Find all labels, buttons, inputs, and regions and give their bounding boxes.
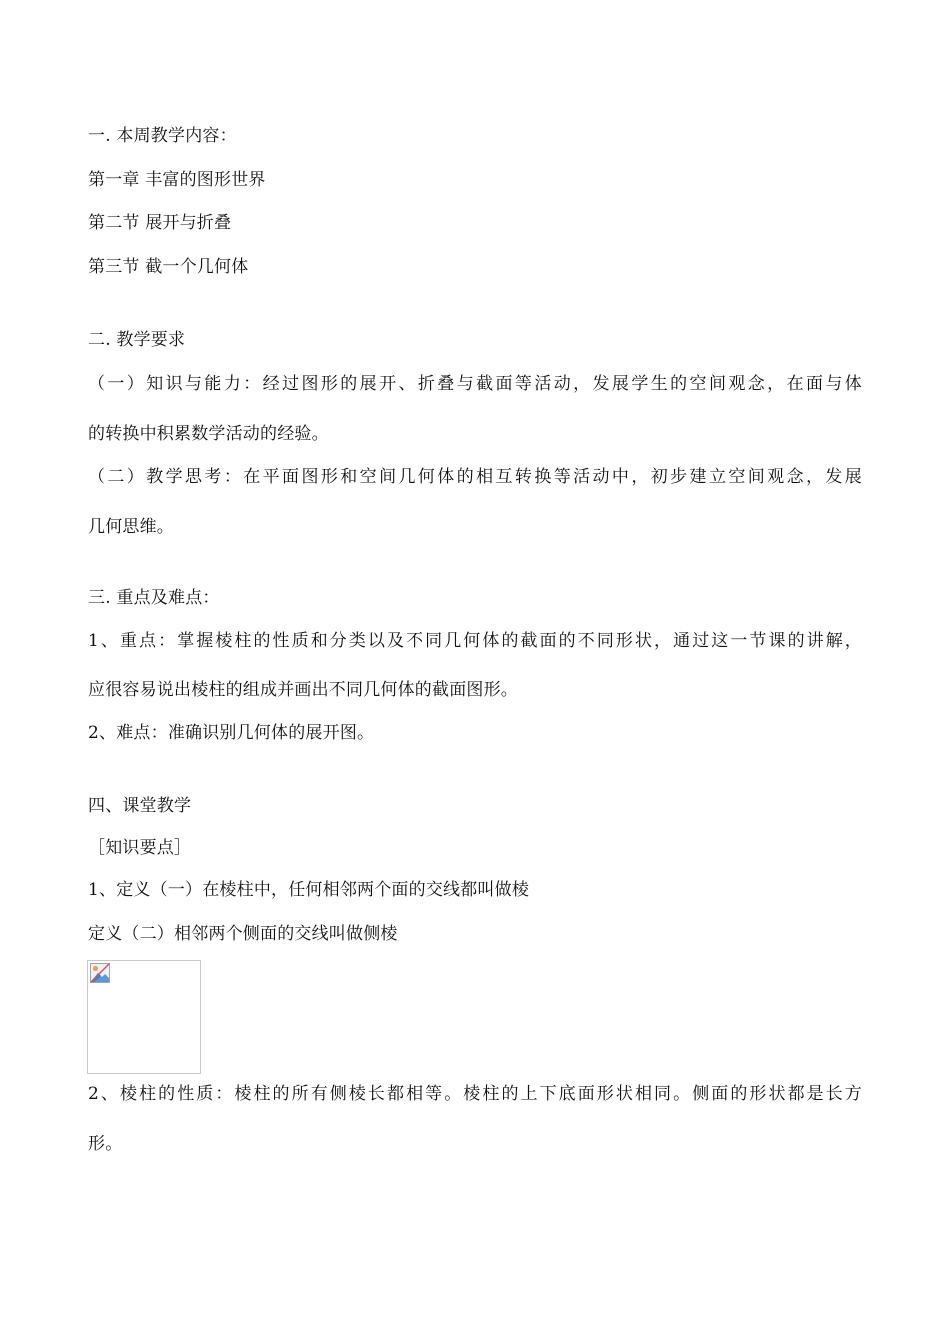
prism-property-line-2: 形。 (88, 1134, 123, 1154)
section-3-heading: 三. 重点及难点： (88, 588, 220, 608)
broken-image-placeholder (87, 960, 201, 1074)
teaching-thinking-line-2: 几何思维。 (88, 517, 174, 537)
definition-1: 1、定义（一）在棱柱中，任何相邻两个面的交线都叫做棱 (88, 880, 530, 900)
key-point-line-1: 1、重点：掌握棱柱的性质和分类以及不同几何体的截面的不同形状，通过这一节课的讲解， (88, 631, 862, 651)
content-item-section-2: 第二节 展开与折叠 (88, 213, 232, 233)
prism-property-line-1: 2、棱柱的性质：棱柱的所有侧棱长都相等。棱柱的上下底面形状相同。侧面的形状都是长方 (88, 1084, 862, 1104)
content-item-section-3: 第三节 截一个几何体 (88, 257, 249, 277)
knowledge-points-subheading: ［知识要点］ (88, 838, 192, 858)
knowledge-ability-line-2: 的转换中积累数学活动的经验。 (88, 424, 329, 444)
section-2-heading: 二. 教学要求 (88, 330, 186, 350)
content-item-chapter-1: 第一章 丰富的图形世界 (88, 170, 266, 190)
difficult-point: 2、难点：准确识别几何体的展开图。 (88, 723, 375, 743)
section-4-heading: 四、课堂教学 (88, 796, 192, 816)
teaching-thinking-line-1: （二）教学思考：在平面图形和空间几何体的相互转换等活动中，初步建立空间观念，发展 (88, 467, 862, 487)
knowledge-ability-line-1: （一）知识与能力：经过图形的展开、折叠与截面等活动，发展学生的空间观念，在面与体 (88, 374, 862, 394)
definition-2: 定义（二）相邻两个侧面的交线叫做侧棱 (88, 924, 398, 944)
section-1-heading: 一. 本周教学内容： (88, 126, 237, 146)
broken-image-icon (90, 963, 110, 983)
key-point-line-2: 应很容易说出棱柱的组成并画出不同几何体的截面图形。 (88, 680, 518, 700)
